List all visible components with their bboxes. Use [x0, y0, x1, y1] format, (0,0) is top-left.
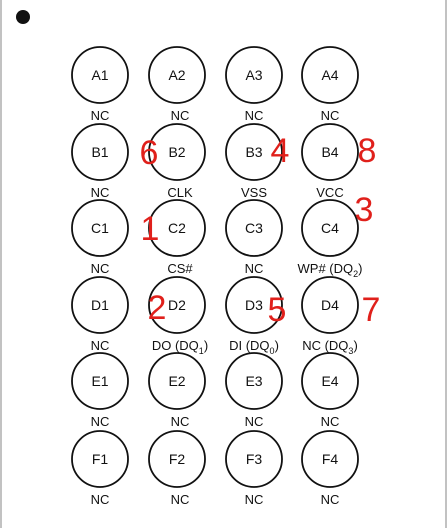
signal-label-d3: DI $(DQ_0)$	[229, 338, 279, 356]
ball-label-b4: B4	[321, 144, 339, 160]
ball-label-c2: C2	[168, 220, 186, 236]
annotation-2: 2	[147, 289, 167, 327]
package-outline	[1, 0, 446, 528]
ball-label-d1: D1	[91, 297, 109, 313]
signal-label-f1: NC	[90, 492, 110, 507]
pin1-marker-dot	[16, 10, 30, 24]
signal-label-d2: DO $(DQ_1)$	[151, 338, 209, 356]
signal-label-e2: NC	[170, 414, 190, 429]
ball-label-e1: E1	[91, 373, 109, 389]
signal-label-a4: NC	[320, 108, 340, 123]
signal-label-d4: NC $(DQ_3)$	[302, 338, 358, 356]
signal-label-f3: NC	[244, 492, 264, 507]
ball-label-f3: F3	[245, 451, 263, 467]
annotation-7: 7	[361, 291, 381, 329]
signal-label-b4: VCC	[316, 185, 344, 200]
ball-label-c3: C3	[245, 220, 263, 236]
ball-label-e4: E4	[321, 373, 339, 389]
ball-label-e3: E3	[245, 373, 263, 389]
annotation-3: 3	[354, 191, 374, 229]
ball-label-c1: C1	[91, 220, 109, 236]
ball-label-f2: F2	[168, 451, 186, 467]
signal-label-a1: NC	[90, 108, 110, 123]
annotation-8: 8	[357, 132, 377, 170]
ball-label-a1: A1	[91, 67, 109, 83]
signal-label-b3: VSS	[240, 185, 268, 200]
annotation-4: 4	[270, 132, 290, 170]
signal-label-b1: NC	[90, 185, 110, 200]
ball-label-b1: B1	[91, 144, 109, 160]
signal-label-e4: NC	[320, 414, 340, 429]
signal-label-c3: NC	[244, 261, 264, 276]
signal-label-f2: NC	[170, 492, 190, 507]
signal-label-e1: NC	[90, 414, 110, 429]
ball-label-e2: E2	[168, 373, 186, 389]
signal-label-a2: NC	[170, 108, 190, 123]
annotation-5: 5	[267, 291, 287, 329]
ball-label-f1: F1	[91, 451, 109, 467]
ball-label-d4: D4	[321, 297, 339, 313]
signal-label-f4: NC	[320, 492, 340, 507]
annotation-1: 1	[140, 210, 160, 248]
signal-label-a3: NC	[244, 108, 264, 123]
signal-label-b2: CLK	[167, 185, 193, 200]
annotation-6: 6	[139, 134, 159, 172]
signal-label-e3: NC	[244, 414, 264, 429]
signal-label-c4: WP# $(DQ_2)$	[297, 261, 363, 279]
ball-label-f4: F4	[321, 451, 339, 467]
ball-label-c4: C4	[321, 220, 339, 236]
signal-label-c1: NC	[90, 261, 110, 276]
ball-label-a3: A3	[245, 67, 263, 83]
signal-label-d1: NC	[90, 338, 110, 353]
signal-label-c2: CS#	[167, 261, 193, 276]
ball-label-a4: A4	[321, 67, 339, 83]
ball-label-d3: D3	[245, 297, 263, 313]
ball-label-b2: B2	[168, 144, 186, 160]
ball-label-a2: A2	[168, 67, 186, 83]
ball-label-d2: D2	[168, 297, 186, 313]
ball-label-b3: B3	[245, 144, 263, 160]
